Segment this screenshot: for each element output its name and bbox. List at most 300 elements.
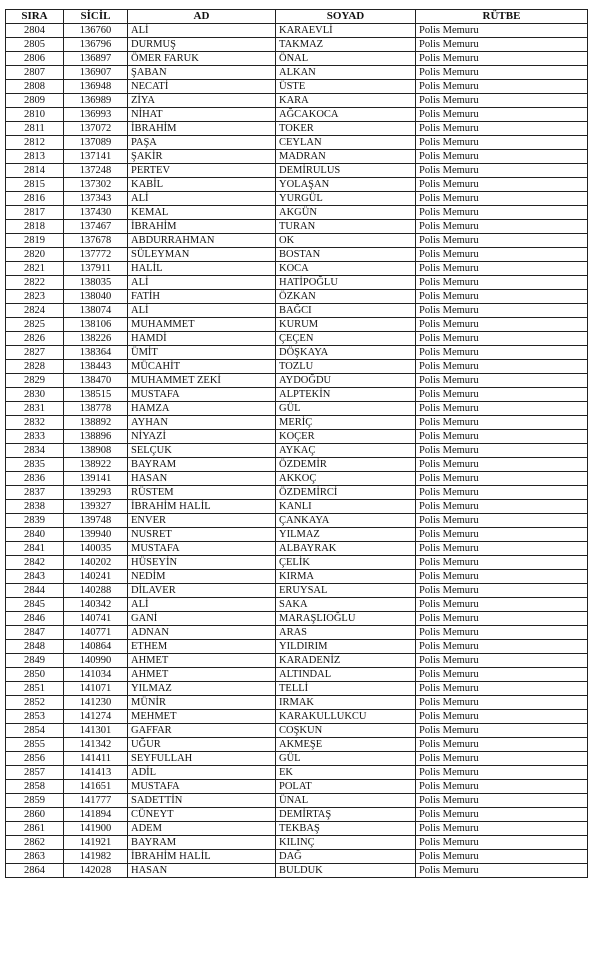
cell-rutbe: Polis Memuru: [416, 220, 588, 234]
table-row: [6, 122, 588, 136]
cell-sira: 2843: [6, 570, 64, 584]
cell-rutbe: Polis Memuru: [416, 38, 588, 52]
cell-ad: ÖMER FARUK: [128, 52, 276, 66]
cell-sira: 2811: [6, 122, 64, 136]
cell-rutbe: Polis Memuru: [416, 556, 588, 570]
table-row: [6, 542, 588, 556]
cell-ad: BAYRAM: [128, 836, 276, 850]
cell-sicil: 139327: [64, 500, 128, 514]
table-row: [6, 598, 588, 612]
personnel-table: [5, 9, 588, 878]
table-row: [6, 220, 588, 234]
table-row: [6, 626, 588, 640]
table-row: [6, 570, 588, 584]
cell-sira: 2810: [6, 108, 64, 122]
cell-ad: SEYFULLAH: [128, 752, 276, 766]
cell-sira: 2838: [6, 500, 64, 514]
cell-rutbe: Polis Memuru: [416, 52, 588, 66]
cell-rutbe: Polis Memuru: [416, 262, 588, 276]
cell-sicil: 138892: [64, 416, 128, 430]
cell-soyad: ÜNAL: [276, 794, 416, 808]
cell-ad: AYHAN: [128, 416, 276, 430]
cell-ad: SADETTİN: [128, 794, 276, 808]
cell-sicil: 141342: [64, 738, 128, 752]
cell-ad: ÜMİT: [128, 346, 276, 360]
cell-ad: ZİYA: [128, 94, 276, 108]
cell-rutbe: Polis Memuru: [416, 150, 588, 164]
cell-sicil: 139293: [64, 486, 128, 500]
header-sira: SIRA: [6, 10, 64, 24]
cell-sicil: 138896: [64, 430, 128, 444]
cell-rutbe: Polis Memuru: [416, 598, 588, 612]
cell-ad: MEHMET: [128, 710, 276, 724]
cell-soyad: AYKAÇ: [276, 444, 416, 458]
table-row: [6, 430, 588, 444]
cell-sira: 2858: [6, 780, 64, 794]
table-row: [6, 654, 588, 668]
table-row: [6, 402, 588, 416]
cell-rutbe: Polis Memuru: [416, 122, 588, 136]
cell-ad: DURMUŞ: [128, 38, 276, 52]
cell-ad: NİYAZİ: [128, 430, 276, 444]
cell-soyad: TEKBAŞ: [276, 822, 416, 836]
cell-sicil: 140990: [64, 654, 128, 668]
cell-rutbe: Polis Memuru: [416, 836, 588, 850]
table-row: [6, 276, 588, 290]
cell-sicil: 138074: [64, 304, 128, 318]
cell-ad: HAMZA: [128, 402, 276, 416]
table-row: [6, 808, 588, 822]
cell-sicil: 137911: [64, 262, 128, 276]
cell-sira: 2839: [6, 514, 64, 528]
cell-sicil: 141900: [64, 822, 128, 836]
table-row: [6, 192, 588, 206]
cell-soyad: TOKER: [276, 122, 416, 136]
cell-sicil: 141034: [64, 668, 128, 682]
cell-rutbe: Polis Memuru: [416, 458, 588, 472]
cell-sicil: 138908: [64, 444, 128, 458]
cell-ad: YILMAZ: [128, 682, 276, 696]
cell-sira: 2846: [6, 612, 64, 626]
cell-sicil: 140741: [64, 612, 128, 626]
cell-rutbe: Polis Memuru: [416, 850, 588, 864]
table-row: [6, 318, 588, 332]
cell-soyad: MARAŞLIOĞLU: [276, 612, 416, 626]
cell-soyad: ALPTEKİN: [276, 388, 416, 402]
cell-rutbe: Polis Memuru: [416, 416, 588, 430]
cell-sicil: 138778: [64, 402, 128, 416]
cell-sicil: 136993: [64, 108, 128, 122]
cell-soyad: AYDOĞDU: [276, 374, 416, 388]
cell-ad: GANİ: [128, 612, 276, 626]
cell-sicil: 142028: [64, 864, 128, 878]
cell-rutbe: Polis Memuru: [416, 654, 588, 668]
cell-rutbe: Polis Memuru: [416, 234, 588, 248]
table-row: [6, 66, 588, 80]
cell-ad: SÜLEYMAN: [128, 248, 276, 262]
cell-ad: ALİ: [128, 276, 276, 290]
table-row: [6, 640, 588, 654]
cell-rutbe: Polis Memuru: [416, 360, 588, 374]
cell-soyad: TAKMAZ: [276, 38, 416, 52]
cell-ad: HASAN: [128, 864, 276, 878]
header-sicil: SİCİL: [64, 10, 128, 24]
cell-sicil: 141411: [64, 752, 128, 766]
cell-sira: 2814: [6, 164, 64, 178]
cell-sira: 2855: [6, 738, 64, 752]
table-row: [6, 150, 588, 164]
cell-rutbe: Polis Memuru: [416, 528, 588, 542]
cell-sira: 2862: [6, 836, 64, 850]
cell-soyad: DAĞ: [276, 850, 416, 864]
table-row: [6, 444, 588, 458]
cell-ad: NECATİ: [128, 80, 276, 94]
cell-sira: 2844: [6, 584, 64, 598]
cell-rutbe: Polis Memuru: [416, 794, 588, 808]
cell-ad: HÜSEYİN: [128, 556, 276, 570]
table-row: [6, 52, 588, 66]
cell-rutbe: Polis Memuru: [416, 682, 588, 696]
cell-rutbe: Polis Memuru: [416, 276, 588, 290]
table-row: [6, 94, 588, 108]
cell-ad: KABİL: [128, 178, 276, 192]
cell-sira: 2834: [6, 444, 64, 458]
cell-rutbe: Polis Memuru: [416, 822, 588, 836]
cell-sicil: 140771: [64, 626, 128, 640]
cell-rutbe: Polis Memuru: [416, 108, 588, 122]
cell-ad: CÜNEYT: [128, 808, 276, 822]
cell-ad: MUSTAFA: [128, 542, 276, 556]
cell-soyad: ÇELİK: [276, 556, 416, 570]
cell-rutbe: Polis Memuru: [416, 444, 588, 458]
table-row: [6, 500, 588, 514]
cell-soyad: ÜSTE: [276, 80, 416, 94]
cell-rutbe: Polis Memuru: [416, 626, 588, 640]
cell-sira: 2835: [6, 458, 64, 472]
cell-rutbe: Polis Memuru: [416, 66, 588, 80]
cell-ad: SELÇUK: [128, 444, 276, 458]
cell-rutbe: Polis Memuru: [416, 248, 588, 262]
cell-sira: 2859: [6, 794, 64, 808]
table-row: [6, 206, 588, 220]
cell-rutbe: Polis Memuru: [416, 780, 588, 794]
cell-sira: 2804: [6, 24, 64, 38]
cell-ad: MUSTAFA: [128, 780, 276, 794]
cell-ad: UĞUR: [128, 738, 276, 752]
cell-ad: ENVER: [128, 514, 276, 528]
cell-rutbe: Polis Memuru: [416, 640, 588, 654]
cell-rutbe: Polis Memuru: [416, 514, 588, 528]
cell-sicil: 136760: [64, 24, 128, 38]
cell-ad: NEDİM: [128, 570, 276, 584]
cell-sira: 2822: [6, 276, 64, 290]
cell-sicil: 139940: [64, 528, 128, 542]
cell-sicil: 136989: [64, 94, 128, 108]
cell-sicil: 141894: [64, 808, 128, 822]
cell-sira: 2819: [6, 234, 64, 248]
cell-soyad: ARAS: [276, 626, 416, 640]
header-rutbe: RÜTBE: [416, 10, 588, 24]
cell-sicil: 138470: [64, 374, 128, 388]
cell-rutbe: Polis Memuru: [416, 24, 588, 38]
cell-ad: MÜNİR: [128, 696, 276, 710]
cell-sicil: 141274: [64, 710, 128, 724]
cell-ad: ADEM: [128, 822, 276, 836]
cell-ad: KEMAL: [128, 206, 276, 220]
cell-sicil: 138443: [64, 360, 128, 374]
cell-sira: 2847: [6, 626, 64, 640]
cell-sira: 2815: [6, 178, 64, 192]
cell-soyad: POLAT: [276, 780, 416, 794]
cell-sicil: 140241: [64, 570, 128, 584]
cell-soyad: KANLI: [276, 500, 416, 514]
cell-sira: 2861: [6, 822, 64, 836]
cell-sicil: 140864: [64, 640, 128, 654]
cell-soyad: KIRMA: [276, 570, 416, 584]
cell-sicil: 140202: [64, 556, 128, 570]
cell-rutbe: Polis Memuru: [416, 696, 588, 710]
cell-soyad: TURAN: [276, 220, 416, 234]
cell-soyad: KOÇER: [276, 430, 416, 444]
table-row: [6, 332, 588, 346]
cell-soyad: CEYLAN: [276, 136, 416, 150]
cell-rutbe: Polis Memuru: [416, 738, 588, 752]
table-row: [6, 248, 588, 262]
table-row: [6, 528, 588, 542]
cell-sira: 2848: [6, 640, 64, 654]
cell-rutbe: Polis Memuru: [416, 668, 588, 682]
cell-sicil: 138922: [64, 458, 128, 472]
cell-sicil: 141413: [64, 766, 128, 780]
cell-ad: ŞABAN: [128, 66, 276, 80]
table-row: [6, 864, 588, 878]
header-ad: AD: [128, 10, 276, 24]
cell-ad: ADİL: [128, 766, 276, 780]
cell-rutbe: Polis Memuru: [416, 724, 588, 738]
cell-ad: ŞAKİR: [128, 150, 276, 164]
cell-ad: İBRAHİM HALİL: [128, 500, 276, 514]
cell-rutbe: Polis Memuru: [416, 290, 588, 304]
cell-soyad: GÜL: [276, 752, 416, 766]
cell-sicil: 137343: [64, 192, 128, 206]
cell-sira: 2824: [6, 304, 64, 318]
table-body: [6, 24, 588, 878]
cell-sicil: 141982: [64, 850, 128, 864]
table-row: [6, 472, 588, 486]
cell-sira: 2840: [6, 528, 64, 542]
cell-rutbe: Polis Memuru: [416, 388, 588, 402]
cell-ad: NİHAT: [128, 108, 276, 122]
cell-ad: ALİ: [128, 304, 276, 318]
cell-sira: 2821: [6, 262, 64, 276]
cell-ad: MUHAMMET ZEKİ: [128, 374, 276, 388]
cell-soyad: MERİÇ: [276, 416, 416, 430]
cell-soyad: ÇANKAYA: [276, 514, 416, 528]
table-row: [6, 290, 588, 304]
cell-sira: 2841: [6, 542, 64, 556]
cell-sicil: 141921: [64, 836, 128, 850]
table-row: [6, 262, 588, 276]
table-row: [6, 178, 588, 192]
cell-sira: 2863: [6, 850, 64, 864]
cell-sira: 2827: [6, 346, 64, 360]
table-row: [6, 486, 588, 500]
cell-rutbe: Polis Memuru: [416, 584, 588, 598]
table-row: [6, 234, 588, 248]
table-row: [6, 682, 588, 696]
cell-sicil: 137089: [64, 136, 128, 150]
cell-rutbe: Polis Memuru: [416, 500, 588, 514]
cell-sira: 2857: [6, 766, 64, 780]
cell-sira: 2850: [6, 668, 64, 682]
cell-sira: 2854: [6, 724, 64, 738]
table-row: [6, 780, 588, 794]
table-row: [6, 822, 588, 836]
cell-sira: 2809: [6, 94, 64, 108]
cell-ad: FATİH: [128, 290, 276, 304]
cell-sicil: 138040: [64, 290, 128, 304]
cell-sira: 2845: [6, 598, 64, 612]
table-row: [6, 80, 588, 94]
cell-rutbe: Polis Memuru: [416, 710, 588, 724]
cell-ad: AHMET: [128, 668, 276, 682]
cell-rutbe: Polis Memuru: [416, 94, 588, 108]
table-row: [6, 514, 588, 528]
table-row: [6, 836, 588, 850]
cell-sira: 2860: [6, 808, 64, 822]
header-soyad: SOYAD: [276, 10, 416, 24]
cell-sira: 2826: [6, 332, 64, 346]
cell-rutbe: Polis Memuru: [416, 570, 588, 584]
cell-ad: HASAN: [128, 472, 276, 486]
cell-ad: MUHAMMET: [128, 318, 276, 332]
cell-sira: 2853: [6, 710, 64, 724]
cell-ad: ALİ: [128, 598, 276, 612]
cell-soyad: KARADENİZ: [276, 654, 416, 668]
cell-sicil: 141777: [64, 794, 128, 808]
cell-soyad: TELLİ: [276, 682, 416, 696]
cell-sicil: 137467: [64, 220, 128, 234]
cell-rutbe: Polis Memuru: [416, 192, 588, 206]
cell-soyad: HATİPOĞLU: [276, 276, 416, 290]
cell-sira: 2807: [6, 66, 64, 80]
cell-sira: 2816: [6, 192, 64, 206]
cell-sira: 2833: [6, 430, 64, 444]
cell-sicil: 136897: [64, 52, 128, 66]
table-row: [6, 794, 588, 808]
cell-sira: 2808: [6, 80, 64, 94]
cell-soyad: DÖŞKAYA: [276, 346, 416, 360]
table-row: [6, 374, 588, 388]
cell-soyad: BOSTAN: [276, 248, 416, 262]
cell-sicil: 138035: [64, 276, 128, 290]
cell-soyad: ALKAN: [276, 66, 416, 80]
table-row: [6, 38, 588, 52]
cell-sira: 2837: [6, 486, 64, 500]
cell-sira: 2831: [6, 402, 64, 416]
cell-sicil: 136948: [64, 80, 128, 94]
cell-sicil: 141071: [64, 682, 128, 696]
cell-sicil: 141301: [64, 724, 128, 738]
cell-rutbe: Polis Memuru: [416, 206, 588, 220]
table-row: [6, 612, 588, 626]
cell-soyad: KARAKULLUKCU: [276, 710, 416, 724]
cell-rutbe: Polis Memuru: [416, 304, 588, 318]
cell-soyad: ALBAYRAK: [276, 542, 416, 556]
cell-ad: HALİL: [128, 262, 276, 276]
cell-sira: 2820: [6, 248, 64, 262]
cell-rutbe: Polis Memuru: [416, 752, 588, 766]
cell-sira: 2856: [6, 752, 64, 766]
cell-ad: AHMET: [128, 654, 276, 668]
cell-soyad: YILMAZ: [276, 528, 416, 542]
table-row: [6, 850, 588, 864]
table-row: [6, 710, 588, 724]
cell-sicil: 141230: [64, 696, 128, 710]
table-row: [6, 458, 588, 472]
cell-rutbe: Polis Memuru: [416, 374, 588, 388]
cell-sicil: 136907: [64, 66, 128, 80]
cell-sicil: 139748: [64, 514, 128, 528]
cell-sicil: 140288: [64, 584, 128, 598]
cell-soyad: ÖZDEMİR: [276, 458, 416, 472]
cell-ad: İBRAHİM: [128, 122, 276, 136]
table-row: [6, 388, 588, 402]
cell-ad: PAŞA: [128, 136, 276, 150]
cell-soyad: AĞCAKOCA: [276, 108, 416, 122]
table-row: [6, 360, 588, 374]
cell-ad: MUSTAFA: [128, 388, 276, 402]
cell-sicil: 137302: [64, 178, 128, 192]
cell-rutbe: Polis Memuru: [416, 402, 588, 416]
table-row: [6, 416, 588, 430]
cell-sira: 2849: [6, 654, 64, 668]
cell-sira: 2817: [6, 206, 64, 220]
cell-soyad: EK: [276, 766, 416, 780]
cell-soyad: DEMİRULUS: [276, 164, 416, 178]
cell-soyad: ÖNAL: [276, 52, 416, 66]
cell-rutbe: Polis Memuru: [416, 864, 588, 878]
cell-soyad: ÇEÇEN: [276, 332, 416, 346]
cell-soyad: BULDUK: [276, 864, 416, 878]
cell-sicil: 137678: [64, 234, 128, 248]
cell-soyad: KARAEVLİ: [276, 24, 416, 38]
cell-sicil: 137430: [64, 206, 128, 220]
cell-rutbe: Polis Memuru: [416, 766, 588, 780]
cell-ad: ETHEM: [128, 640, 276, 654]
cell-sira: 2813: [6, 150, 64, 164]
cell-ad: ADNAN: [128, 626, 276, 640]
cell-sicil: 141651: [64, 780, 128, 794]
cell-rutbe: Polis Memuru: [416, 80, 588, 94]
cell-sicil: 138515: [64, 388, 128, 402]
cell-soyad: KARA: [276, 94, 416, 108]
header-row: [6, 10, 588, 24]
table-row: [6, 304, 588, 318]
cell-rutbe: Polis Memuru: [416, 486, 588, 500]
cell-sira: 2823: [6, 290, 64, 304]
cell-soyad: YOLAŞAN: [276, 178, 416, 192]
cell-rutbe: Polis Memuru: [416, 332, 588, 346]
cell-rutbe: Polis Memuru: [416, 612, 588, 626]
cell-sira: 2812: [6, 136, 64, 150]
cell-soyad: IRMAK: [276, 696, 416, 710]
table-row: [6, 346, 588, 360]
cell-ad: MÜCAHİT: [128, 360, 276, 374]
cell-ad: GAFFAR: [128, 724, 276, 738]
cell-ad: BAYRAM: [128, 458, 276, 472]
cell-rutbe: Polis Memuru: [416, 164, 588, 178]
